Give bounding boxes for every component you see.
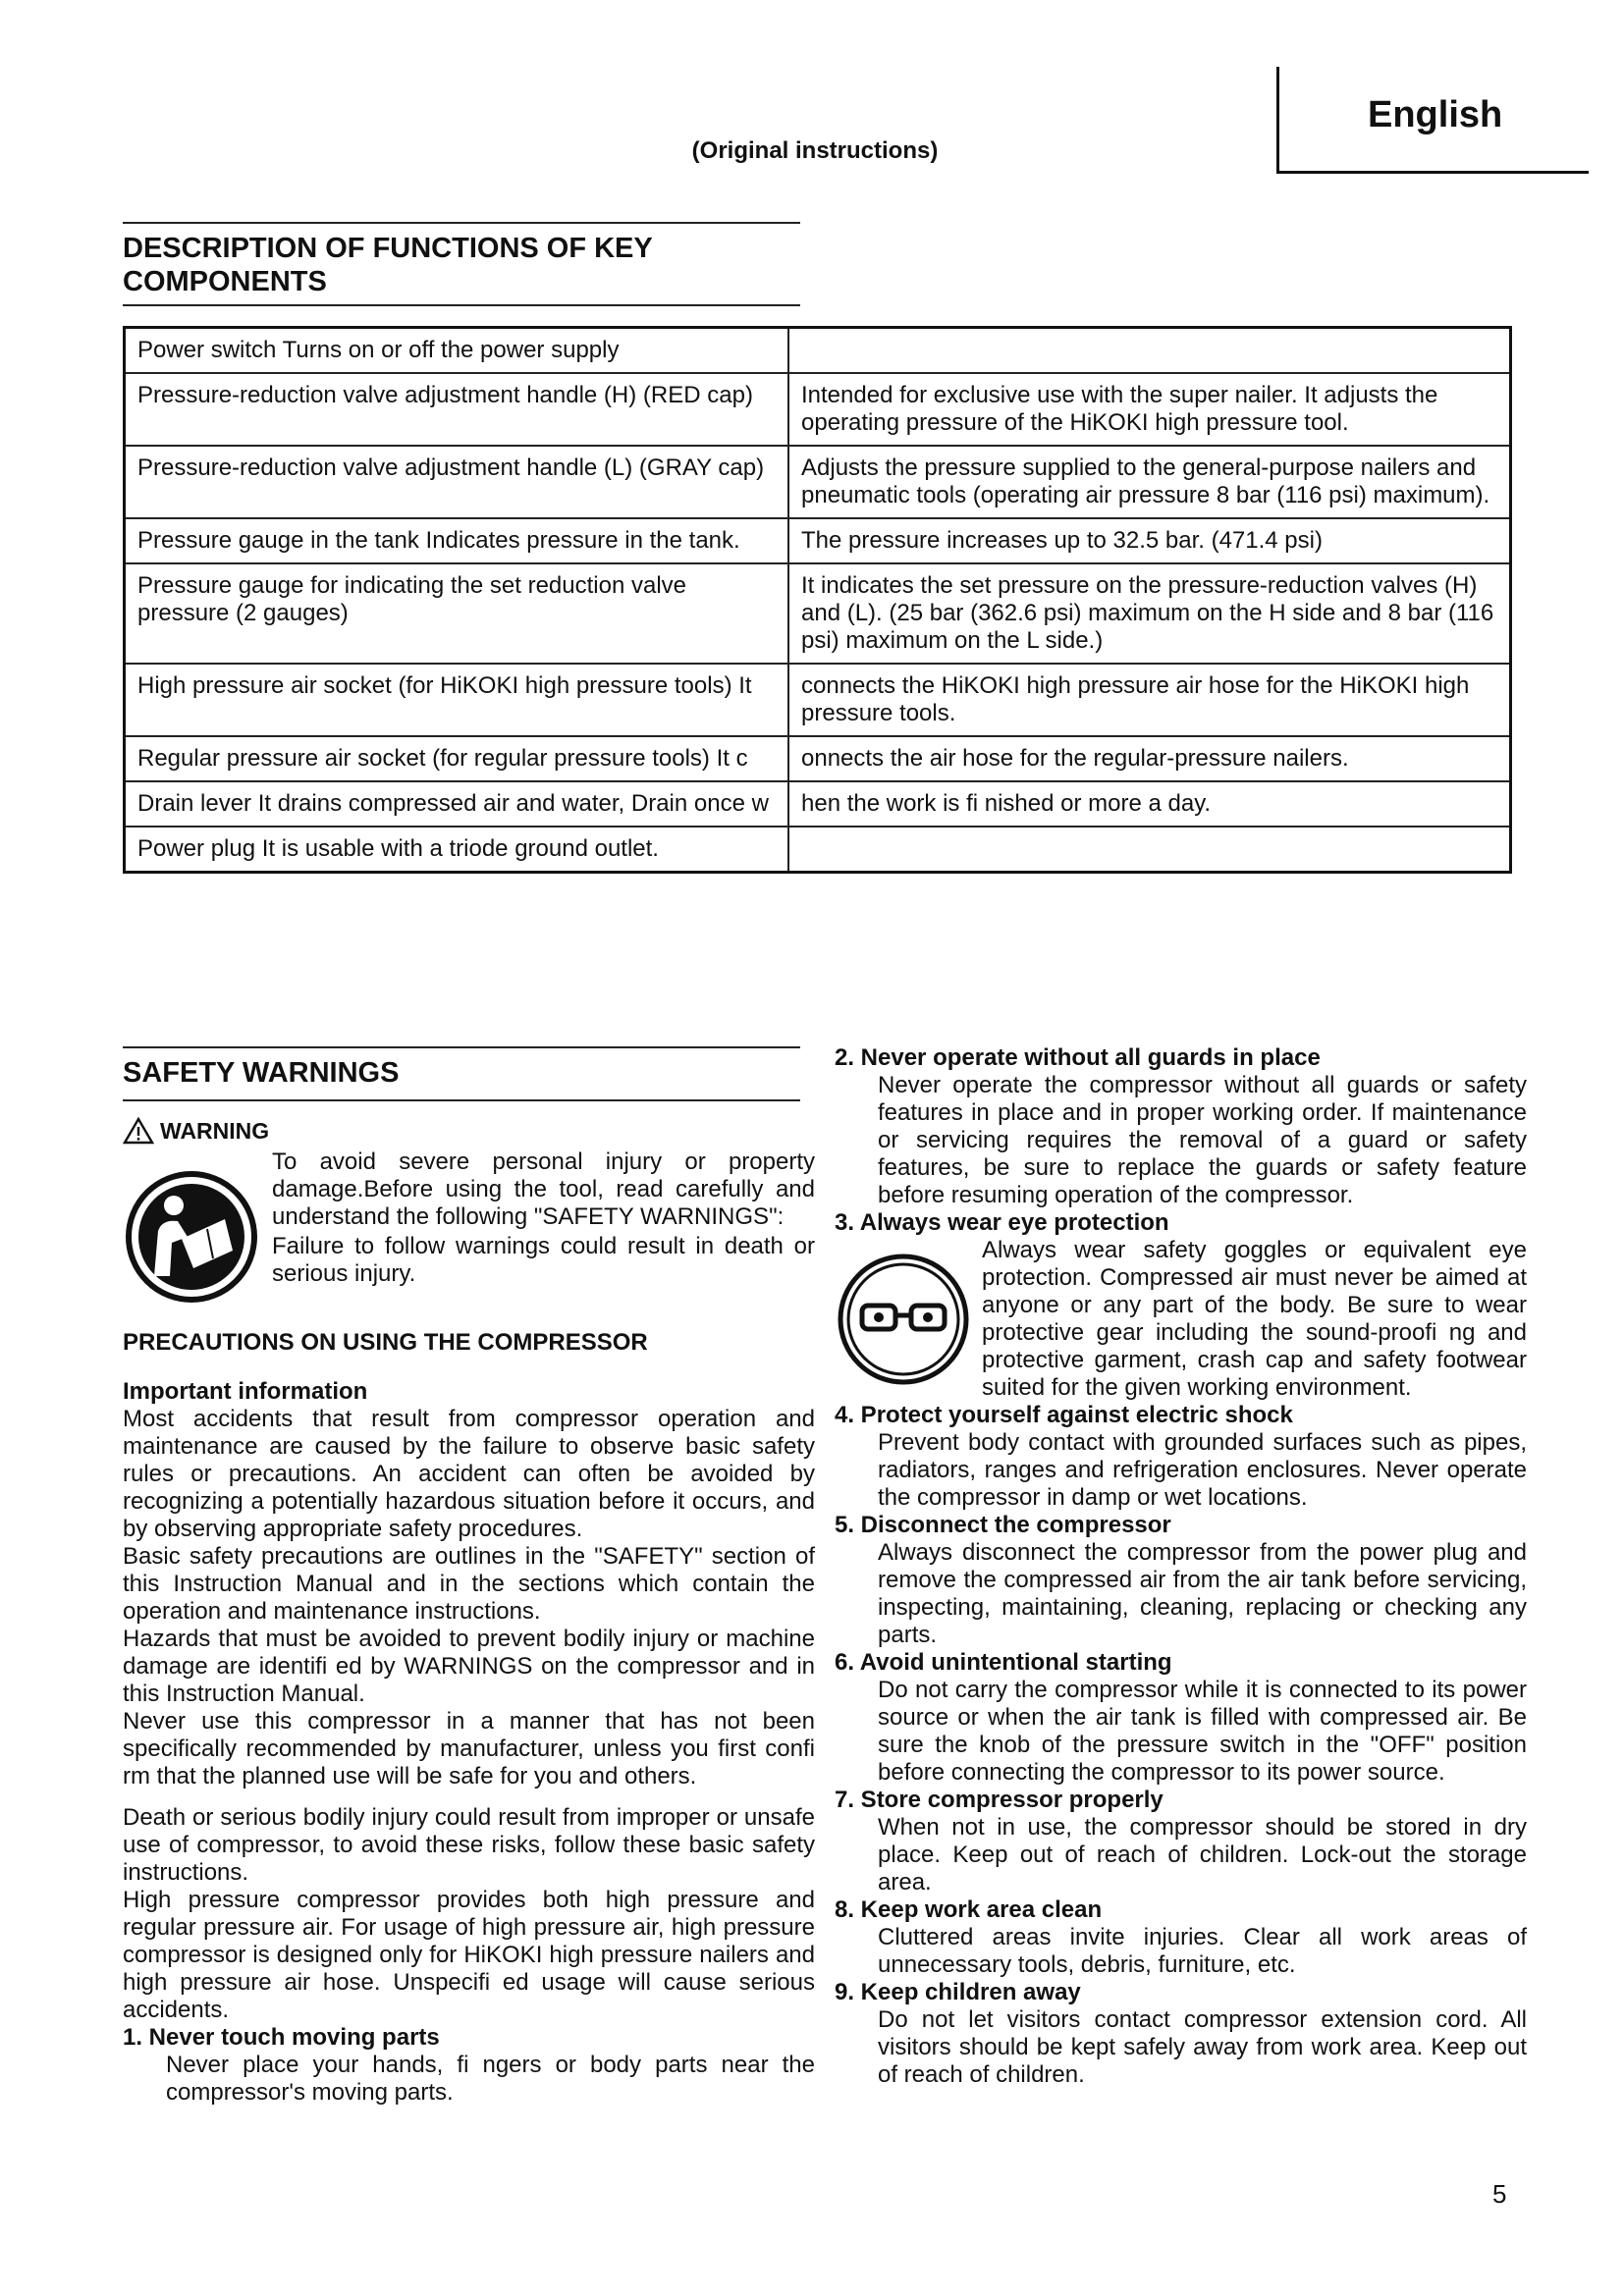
table-row <box>125 373 1511 446</box>
component-name: Regular pressure air socket (for regular pressure tools) It c <box>125 736 789 781</box>
warning-text: To avoid severe personal injury or property damage.Before using the tool, read carefully and understand the following "SAFETY WARNINGS": <box>272 1148 815 1230</box>
important-paragraph: Basic safety precautions are outlines in the "SAFETY" section of this Instruction Manual and in the sections which contain the operation and maintenance instructions. <box>123 1543 815 1625</box>
list-item-text: Do not carry the compressor while it is connected to its power source or when the air tank is filled with compressed air. Be sure the knob of the pressure switch in the "OFF" position before connecting the compressor to its power source. <box>878 1677 1527 1786</box>
component-function: It indicates the set pressure on the pressure-reduction valves (H) and (L). (25 bar (362.6 psi) maximum on the H side and 8 bar (116 psi) maximum on the L side.) <box>788 563 1511 664</box>
list-item-title: 9. Keep children away <box>835 1979 1081 2005</box>
list-item <box>835 1787 1527 1896</box>
component-name: Pressure-reduction valve adjustment handle (L) (GRAY cap) <box>125 446 789 518</box>
component-name: Pressure gauge in the tank Indicates pressure in the tank. <box>125 518 789 563</box>
list-item-text: Always wear safety goggles or equivalent eye protection. Compressed air must never be aimed at anyone or any part of the body. Be sure to wear protective gear including the sound-proofi ng and protective garment, crash cap and safety footwear suited for the given working environment. <box>982 1237 1527 1401</box>
language-label: English <box>1368 94 1503 135</box>
component-function: The pressure increases up to 32.5 bar. (471.4 psi) <box>788 518 1511 563</box>
page-number: 5 <box>1492 2179 1507 2209</box>
important-paragraph: Death or serious bodily injury could result from improper or unsafe use of compressor, to avoid these risks, follow these basic safety instructions. <box>123 1804 815 1886</box>
warning-block <box>123 1117 815 2107</box>
list-item <box>835 1044 1527 1209</box>
list-item <box>835 1512 1527 1649</box>
list-item <box>123 2024 815 2107</box>
list-item-title: 1. Never touch moving parts <box>123 2024 440 2051</box>
list-item-text: Never operate the compressor without all guards or safety features in place and in proper working order. If maintenance or servicing requires the removal of a guard or safety features, be sure to replace the guards or safety feature before resuming operation of the compressor. <box>878 1072 1527 1208</box>
component-name: Pressure gauge for indicating the set reduction valve pressure (2 gauges) <box>125 563 789 664</box>
important-title: Important information <box>123 1378 368 1405</box>
table-row <box>125 563 1511 664</box>
important-paragraph: Never use this compressor in a manner that has not been specifically recommended by manufacturer, unless you first confi rm that the planned use will be safe for you and others. <box>123 1708 815 1789</box>
list-item-title: 2. Never operate without all guards in place <box>835 1044 1321 1071</box>
original-instructions-label: (Original instructions) <box>691 137 939 164</box>
list-item-title: 3. Always wear eye protection <box>835 1209 1169 1236</box>
list-item-title: 5. Disconnect the compressor <box>835 1512 1171 1538</box>
component-name: High pressure air socket (for HiKOKI high pressure tools) It <box>125 664 789 736</box>
list-item-title: 4. Protect yourself against electric shock <box>835 1402 1293 1428</box>
table-row <box>125 518 1511 563</box>
read-manual-icon <box>123 1168 260 1306</box>
component-function <box>788 328 1511 374</box>
table-row <box>125 446 1511 518</box>
warning-label: WARNING <box>160 1118 270 1144</box>
list-item-title: 6. Avoid unintentional starting <box>835 1649 1172 1676</box>
component-function: Adjusts the pressure supplied to the general-purpose nailers and pneumatic tools (operating air pressure 8 bar (116 psi) maximum). <box>788 446 1511 518</box>
list-item <box>835 1402 1527 1512</box>
list-item-text: Never place your hands, fi ngers or body parts near the compressor's moving parts. <box>166 2052 815 2106</box>
list-item-title: 7. Store compressor properly <box>835 1787 1164 1813</box>
table-row <box>125 664 1511 736</box>
section-title-components: DESCRIPTION OF FUNCTIONS OF KEY COMPONENTS <box>123 222 800 306</box>
list-item <box>835 1649 1527 1787</box>
important-paragraph: High pressure compressor provides both high pressure and regular pressure air. For usage of high pressure air, high pressure compressor is designed only for HiKOKI high pressure nailers and high pressure air hose. Unspecifi ed usage will cause serious accidents. <box>123 1887 815 2023</box>
safety-list-right <box>835 1044 1527 2089</box>
eye-protection-icon <box>835 1251 972 1388</box>
component-name: Drain lever It drains compressed air and water, Drain once w <box>125 781 789 827</box>
component-name: Pressure-reduction valve adjustment handle (H) (RED cap) <box>125 373 789 446</box>
list-item-text: Prevent body contact with grounded surfaces such as pipes, radiators, ranges and refrigeration enclosures. Never operate the compressor in damp or wet locations. <box>878 1429 1527 1511</box>
precautions-title: PRECAUTIONS ON USING THE COMPRESSOR <box>123 1329 648 1356</box>
list-item-title: 8. Keep work area clean <box>835 1896 1103 1923</box>
table-row <box>125 827 1511 873</box>
component-function: Intended for exclusive use with the super nailer. It adjusts the operating pressure of the HiKOKI high pressure tool. <box>788 373 1511 446</box>
list-item <box>835 1979 1527 2089</box>
table-row <box>125 781 1511 827</box>
important-paragraph: Most accidents that result from compressor operation and maintenance are caused by the failure to observe basic safety rules or precautions. An accident can often be avoided by recognizing a potentially hazardous situation before it occurs, and by observing appropriate safety procedures. <box>123 1406 815 1542</box>
components-table <box>123 326 1512 874</box>
warning-text-2: Failure to follow warnings could result in death or serious injury. <box>272 1233 815 1287</box>
component-function <box>788 827 1511 873</box>
component-name: Power switch Turns on or off the power supply <box>125 328 789 374</box>
component-function: hen the work is fi nished or more a day. <box>788 781 1511 827</box>
section-title-safety: SAFETY WARNINGS <box>123 1046 800 1101</box>
important-paragraph: Hazards that must be avoided to prevent bodily injury or machine damage are identifi ed by WARNINGS on the compressor and in this Instruction Manual. <box>123 1626 815 1707</box>
list-item <box>835 1209 1527 1402</box>
list-item-text: Cluttered areas invite injuries. Clear all work areas of unnecessary tools, debris, furniture, etc. <box>878 1924 1527 1978</box>
component-name: Power plug It is usable with a triode ground outlet. <box>125 827 789 873</box>
list-item-text: When not in use, the compressor should be stored in dry place. Keep out of reach of children. Lock-out the storage area. <box>878 1814 1527 1896</box>
warning-triangle-icon <box>123 1117 154 1145</box>
language-tab <box>1276 67 1589 174</box>
list-item-text: Do not let visitors contact compressor extension cord. All visitors should be kept safely away from work area. Keep out of reach of children. <box>878 2006 1527 2088</box>
table-row <box>125 328 1511 374</box>
component-function: connects the HiKOKI high pressure air hose for the HiKOKI high pressure tools. <box>788 664 1511 736</box>
list-item-text: Always disconnect the compressor from the power plug and remove the compressed air from the air tank before servicing, inspecting, maintaining, cleaning, replacing or checking any parts. <box>878 1539 1527 1648</box>
list-item <box>835 1896 1527 1979</box>
component-function: onnects the air hose for the regular-pressure nailers. <box>788 736 1511 781</box>
table-row <box>125 736 1511 781</box>
